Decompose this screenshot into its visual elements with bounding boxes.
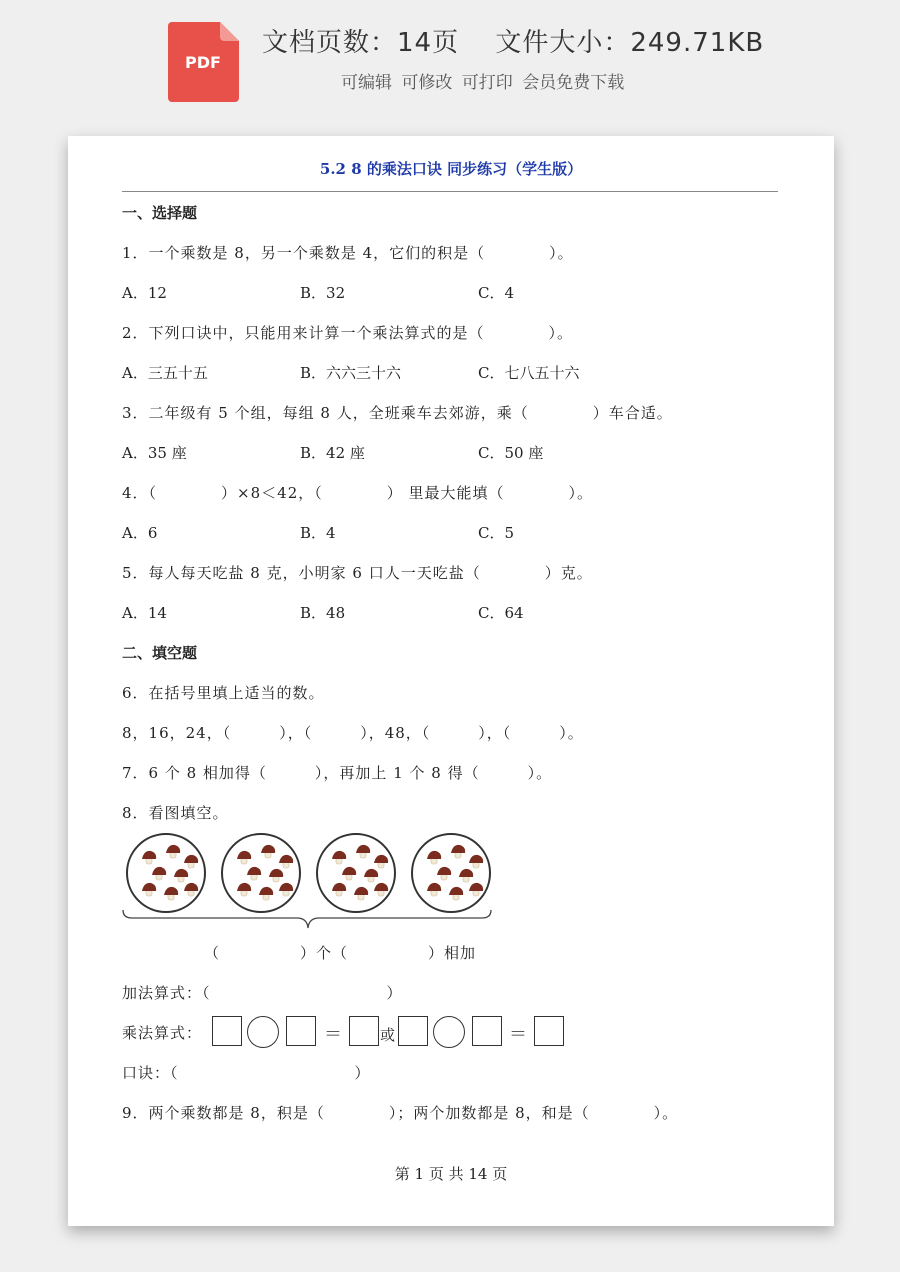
mushroom-icon — [184, 883, 198, 896]
equals-sign: ＝ — [324, 1024, 342, 1045]
question-9: 9．两个乘数都是 8，积是（ ）；两个加数都是 8，和是（ ）。 — [122, 1104, 679, 1122]
mushroom-icon — [469, 855, 483, 868]
mushroom-icon — [374, 855, 388, 868]
q1-option-a: A．12 — [122, 284, 167, 302]
mushroom-icon — [437, 867, 451, 880]
mushroom-icon — [449, 887, 463, 900]
q3-option-b: B．42 座 — [300, 444, 365, 462]
mushroom-plate-illustration — [126, 833, 206, 913]
question-2: 2．下列口诀中，只能用来计算一个乘法算式的是（ ）。 — [122, 324, 574, 342]
answer-box — [398, 1016, 428, 1046]
q2-option-c: C．七八五十六 — [478, 364, 580, 382]
mushroom-icon — [279, 855, 293, 868]
q5-option-a: A．14 — [122, 604, 167, 622]
q3-option-c: C．50 座 — [478, 444, 544, 462]
question-6: 6．在括号里填上适当的数。 — [122, 684, 325, 702]
question-6-sequence: 8，16，24，（ ），（ ），48，（ ），（ ）。 — [122, 724, 584, 742]
mushroom-icon — [332, 883, 346, 896]
question-8-caption: （ ）个（ ）相加 — [204, 944, 477, 962]
mushroom-icon — [451, 845, 465, 858]
multiplication-label: 乘法算式： — [122, 1024, 203, 1042]
document-info-title: 文档页数：14页 文件大小：249.71KB — [262, 28, 765, 58]
question-1: 1．一个乘数是 8，另一个乘数是 4，它们的积是（ ）。 — [122, 244, 574, 262]
mushroom-icon — [269, 869, 283, 882]
mushroom-icon — [152, 867, 166, 880]
rhyme-line: 口诀：（ ） — [122, 1064, 371, 1082]
section-heading-choice: 一、选择题 — [122, 204, 198, 222]
mushroom-icon — [427, 883, 441, 896]
mushroom-icon — [459, 869, 473, 882]
grouping-brace — [122, 908, 492, 930]
question-5: 5．每人每天吃盐 8 克，小明家 6 口人一天吃盐（ ）克。 — [122, 564, 593, 582]
mushroom-icon — [354, 887, 368, 900]
mushroom-icon — [164, 887, 178, 900]
mushroom-icon — [142, 883, 156, 896]
mushroom-icon — [374, 883, 388, 896]
answer-box — [534, 1016, 564, 1046]
title-divider — [122, 191, 778, 192]
q2-option-a: A．三五十五 — [122, 364, 208, 382]
q4-option-a: A．6 — [122, 524, 158, 542]
q4-option-b: B．4 — [300, 524, 336, 542]
q3-option-a: A．35 座 — [122, 444, 187, 462]
mushroom-icon — [342, 867, 356, 880]
mushroom-plate-illustration — [221, 833, 301, 913]
mushroom-icon — [166, 845, 180, 858]
document-page — [68, 136, 834, 1226]
question-7: 7．6 个 8 相加得（ ），再加上 1 个 8 得（ ）。 — [122, 764, 553, 782]
q1-option-c: C．4 — [478, 284, 515, 302]
equals-sign: ＝ — [509, 1024, 527, 1045]
page-title: 5.2 8 的乘法口诀 同步练习（学生版） — [319, 160, 583, 178]
mushroom-icon — [356, 845, 370, 858]
pdf-icon-label: PDF — [185, 53, 221, 72]
section-heading-fill: 二、填空题 — [122, 644, 198, 662]
mushroom-icon — [427, 851, 441, 864]
question-4: 4．（ ）×8＜42，（ ） 里最大能填（ ）。 — [122, 484, 594, 502]
mushroom-plate-illustration — [316, 833, 396, 913]
mushroom-icon — [279, 883, 293, 896]
mushroom-icon — [469, 883, 483, 896]
q5-option-b: B．48 — [300, 604, 346, 622]
q1-option-b: B．32 — [300, 284, 346, 302]
answer-box — [349, 1016, 379, 1046]
operator-circle — [433, 1016, 465, 1048]
mushroom-icon — [261, 845, 275, 858]
q4-option-c: C．5 — [478, 524, 515, 542]
question-3: 3．二年级有 5 个组，每组 8 人，全班乘车去郊游，乘（ ）车合适。 — [122, 404, 673, 422]
mushroom-icon — [184, 855, 198, 868]
mushroom-icon — [364, 869, 378, 882]
mushroom-plate-illustration — [411, 833, 491, 913]
mushroom-icon — [247, 867, 261, 880]
page-footer: 第 1 页 共 14 页 — [394, 1165, 508, 1183]
mushroom-icon — [237, 883, 251, 896]
document-features: 可编辑 可修改 可打印 会员免费下载 — [341, 73, 625, 93]
mushroom-icon — [237, 851, 251, 864]
answer-box — [286, 1016, 316, 1046]
mushroom-icon — [332, 851, 346, 864]
question-8: 8．看图填空。 — [122, 804, 229, 822]
q5-option-c: C．64 — [478, 604, 524, 622]
mushroom-icon — [259, 887, 273, 900]
mushroom-icon — [174, 869, 188, 882]
q2-option-b: B．六六三十六 — [300, 364, 402, 382]
operator-circle — [247, 1016, 279, 1048]
addition-expression: 加法算式：（ ） — [122, 984, 403, 1002]
or-label: 或 — [380, 1026, 396, 1044]
pdf-file-icon — [168, 22, 239, 102]
answer-box — [472, 1016, 502, 1046]
mushroom-icon — [142, 851, 156, 864]
answer-box — [212, 1016, 242, 1046]
